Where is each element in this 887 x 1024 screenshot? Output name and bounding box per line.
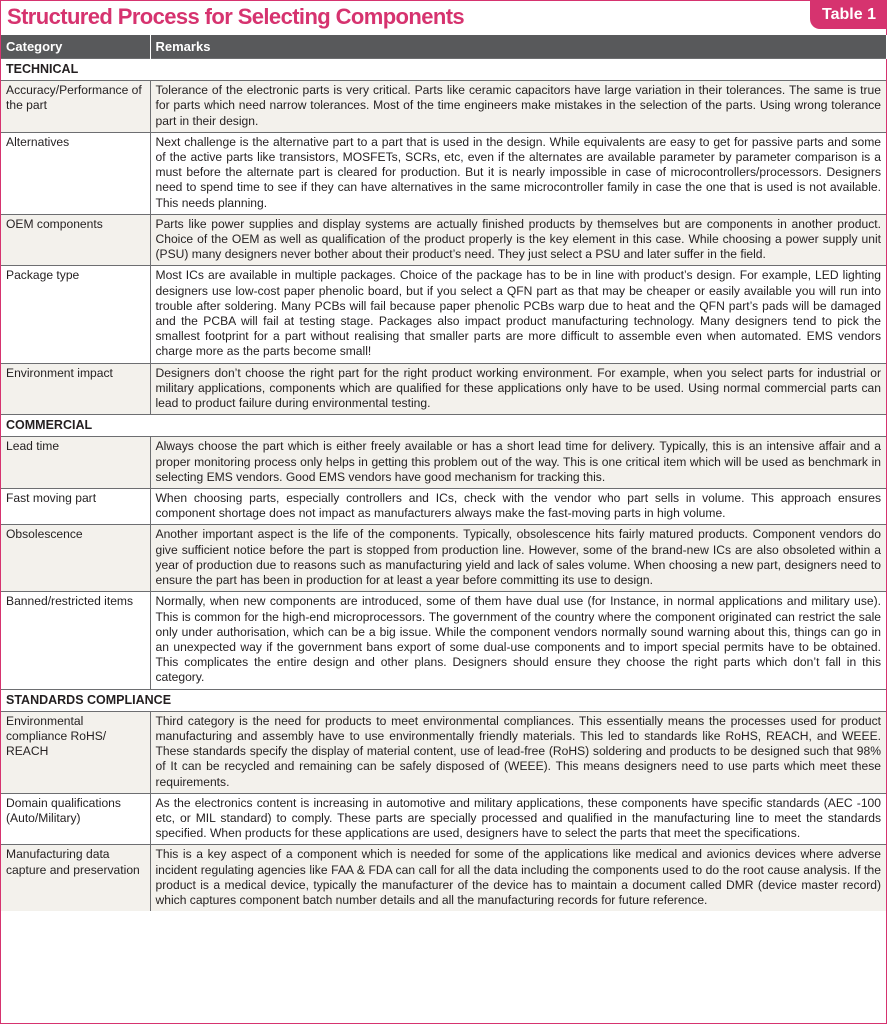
section-row-commercial	[1, 415, 886, 437]
section-row-technical	[1, 59, 886, 81]
header-row	[1, 35, 886, 59]
table-row	[1, 525, 886, 592]
remarks-cell: When choosing parts, especially controllers and ICs, check with the vendor who part sells in volume. This approach ensures component shortage does not impact as manufacturers always make the fast-moving parts in high volume.	[150, 489, 886, 525]
category-cell: Alternatives	[1, 132, 150, 214]
table-row	[1, 711, 886, 793]
section-label: COMMERCIAL	[1, 415, 886, 437]
remarks-cell: Next challenge is the alternative part to a part that is used in the design. While equivalents are easy to get for passive parts and some of the active parts like transistors, MOSFETs, SCRs, etc, even if the alternates are available parameter by parameter comparison is a must before the alternate part is cleared for production. But it is nearly impossible in case of microcontrollers/processors. Designers need to spend time to see if they can have alternatives in the same microcontroller family in case the one that is used is not available. This needs planning.	[150, 132, 886, 214]
category-cell: Banned/restricted items	[1, 592, 150, 689]
table-row	[1, 437, 886, 489]
remarks-cell: Designers don’t choose the right part for the right product working environment. For example, when you select parts for industrial or military applications, components which are qualified for these applications only have to be used. Using normal commercial parts can lead to product failure during environmental testing.	[150, 363, 886, 415]
header-category: Category	[1, 35, 150, 59]
remarks-cell: Most ICs are available in multiple packages. Choice of the package has to be in line with product’s design. For example, LED lighting designers use low-cost paper phenolic board, but if you select a QFN part as that may be cheaper or easily available you will run into trouble after soldering. Many PCBs will fail because paper phenolic PCBs warp due to heat and the QFN part’s pads will be damaged and the PCBA will fail at testing stage. Packages also impact product manufacturing technology. Many designers tend to pick the smallest footprint for a part without realising that smaller parts are more difficult to assemble even when automated. EMS vendors charge more as the parts become small!	[150, 266, 886, 363]
table-row	[1, 214, 886, 266]
remarks-cell: This is a key aspect of a component which is needed for some of the applications like medical and avionics devices where adverse incident regulating agencies like FAA & FDA can call for all the data including the components used to do the root cause analysis. If the product is a medical device, typically the manufacturer of the device has to maintain a document called DMR (device master record) which captures component batch number details and all the manufacturing records for future reference.	[150, 845, 886, 911]
table-row	[1, 81, 886, 133]
table-number-badge: Table 1	[810, 1, 886, 29]
remarks-cell: Third category is the need for products to meet environmental compliances. This essentially means the processes used for product manufacturing and assembly have to use environmentally friendly materials. This led to standards like RoHS, REACH, and WEEE. These standards specify the display of material content, use of lead-free (RoHS) soldering and products to be designed such that 98% of It can be recycled and remaining can be safely disposed of (WEEE). This means designers need to use parts which meet these requirements.	[150, 711, 886, 793]
header-remarks: Remarks	[150, 35, 886, 59]
category-cell: Lead time	[1, 437, 150, 489]
remarks-cell: Another important aspect is the life of the components. Typically, obsolescence hits fairly matured products. Component vendors do give sufficient notice before the part is stopped from production line. However, some of the brand-new ICs are also obsoleted within a year of production due to reasons such as manufacturing yield and lack of sales volume. When choosing a new part, designers need to ensure the part has been in production for at least a year before committing its use to design.	[150, 525, 886, 592]
page-title: Structured Process for Selecting Components	[7, 4, 465, 29]
remarks-cell: Parts like power supplies and display systems are actually finished products by themselves but are components in another product. Choice of the OEM as well as qualification of the product properly is the key element in this case. While choosing a power supply unit (PSU) many designers never bother about their product’s need. They just select a PSU and later suffer in the field.	[150, 214, 886, 266]
remarks-cell: As the electronics content is increasing in automotive and military applications, these components have specific standards (AEC -100 etc, or MIL standard) to comply. These parts are specially processed and qualified in the manufacturing line to meet the standards specified. When products for these applications are used, designers have to select the parts that meet the specifications.	[150, 793, 886, 845]
category-cell: Obsolescence	[1, 525, 150, 592]
category-cell: Environmental compliance RoHS/ REACH	[1, 711, 150, 793]
category-cell: OEM components	[1, 214, 150, 266]
category-cell: Environment impact	[1, 363, 150, 415]
category-cell: Fast moving part	[1, 489, 150, 525]
remarks-cell: Normally, when new components are introduced, some of them have dual use (for Instance, in normal applications and military use). This is common for the high-end microprocessors. The government of the country where the component originated can restrict the sale only under authorisation, which can be a big issue. While the component vendors normally sound warning about this, things can go in an unexpected way if the government bans export of some dual-use components and to import special permits have to be obtained. This complicates the entire design and other plans. Designers should ensure they choose the right parts which don’t fall in this category.	[150, 592, 886, 689]
remarks-cell: Always choose the part which is either freely available or has a short lead time for delivery. Typically, this is an intensive affair and a proper monitoring process only helps in getting this problem out of the way. This is one critical item which will be used as benchmark in selecting EMS vendors. Good EMS vendors have good mechanism for tracking this.	[150, 437, 886, 489]
table-row	[1, 266, 886, 363]
table-row	[1, 793, 886, 845]
table-row	[1, 132, 886, 214]
remarks-cell: Tolerance of the electronic parts is very critical. Parts like ceramic capacitors have large variation in their tolerances. The same is true for parts which need narrow tolerances. Most of the time engineers make mistakes in the selection of the parts. Using wrong tolerance part in their design.	[150, 81, 886, 133]
table-row	[1, 592, 886, 689]
components-table	[1, 35, 887, 911]
table-row	[1, 363, 886, 415]
category-cell: Domain qualifications (Auto/Military)	[1, 793, 150, 845]
category-cell: Manufacturing data capture and preservation	[1, 845, 150, 911]
section-label: TECHNICAL	[1, 59, 886, 81]
category-cell: Accuracy/Performance of the part	[1, 81, 150, 133]
section-label: STANDARDS COMPLIANCE	[1, 689, 886, 711]
category-cell: Package type	[1, 266, 150, 363]
title-row	[1, 1, 886, 35]
table-row	[1, 489, 886, 525]
table-row	[1, 845, 886, 911]
section-row-standards	[1, 689, 886, 711]
